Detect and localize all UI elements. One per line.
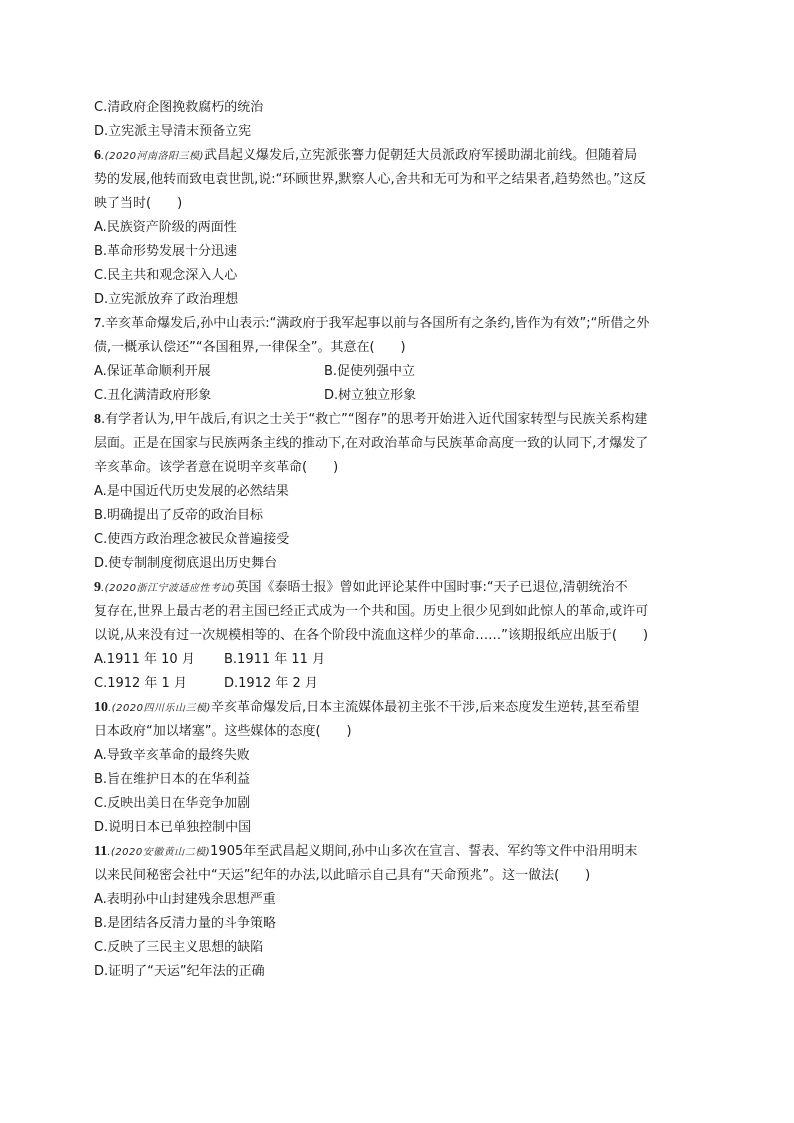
- q8-option-d: D.使专制制度彻底退出历史舞台: [94, 556, 278, 571]
- q9-option-a: A.1911 年 10 月: [94, 652, 195, 667]
- q7-options-row-2: [94, 384, 706, 408]
- q9-stem-line-2: 复存在,世界上最古老的君主国已经正式成为一个共和国。历史上很少见到如此惊人的革命,或许可: [94, 604, 649, 619]
- q8-stem-text: .有学者认为,甲午战后,有识之士关于“救亡”“图存”的思考开始进入近代国家转型与民族关系构建: [101, 412, 648, 427]
- q10-stem-text: 辛亥革命爆发后,日本主流媒体最初主张不干涉,后来态度发生逆转,甚至希望: [210, 700, 640, 715]
- q7-stem-line-2: 债,一概承认偿还”“各国租界,一律保全”。其意在( ): [94, 340, 406, 355]
- q11-stem-line-2: 以来民间秘密会社中“天运”纪年的办法,以此暗示自己具有“天命预兆”。这一做法( ): [94, 868, 591, 883]
- q6-source: .(2020河南洛阳三模): [101, 151, 204, 162]
- q9-stem-line-1: [94, 576, 706, 600]
- q8-stem-line-2: 层面。正是在国家与民族两条主线的推动下,在对政治革命与民族革命高度一致的认同下,才爆发了: [94, 436, 649, 451]
- q9-option-c: C.1912 年 1 月: [94, 676, 187, 691]
- q7-number: 7: [94, 316, 101, 331]
- q11-option-b: B.是团结各反清力量的斗争策略: [94, 916, 277, 931]
- q6-number: 6: [94, 148, 101, 163]
- q5-option-d: D.立宪派主导清末预备立宪: [94, 124, 252, 139]
- q8-option-a: A.是中国近代历史发展的必然结果: [94, 484, 289, 499]
- q11-option-d: D.证明了“天运”纪年法的正确: [94, 964, 265, 979]
- q9-source: .(2020浙江宁波适应性考试): [101, 583, 236, 594]
- q6-option-d: D.立宪派放弃了政治理想: [94, 292, 239, 307]
- q6-stem-text: 武昌起义爆发后,立宪派张謇力促朝廷大员派政府军援助湖北前线。但随着局: [203, 148, 638, 163]
- q11-option-a: A.表明孙中山封建残余思想严重: [94, 892, 276, 907]
- q9-stem-text: 英国《泰晤士报》曾如此评论某件中国时事:“天子已退位,清朝统治不: [235, 580, 628, 595]
- q8-stem-line-3: 辛亥革命。该学者意在说明辛亥革命( ): [94, 460, 339, 475]
- q7-options-row-1: [94, 360, 706, 384]
- q7-option-d: D.树立独立形象: [324, 388, 417, 403]
- q10-stem-line-1: [94, 696, 706, 720]
- q11-number: 11: [94, 844, 108, 859]
- q10-option-b: B.旨在维护日本的在华利益: [94, 772, 251, 787]
- q6-option-c: C.民主共和观念深入人心: [94, 268, 238, 283]
- q11-stem-text: 1905年至武昌起义期间,孙中山多次在宣言、誓表、军约等文件中沿用明末: [210, 844, 638, 859]
- q10-option-c: C.反映出美日在华竞争加剧: [94, 796, 251, 811]
- q10-option-a: A.导致辛亥革命的最终失败: [94, 748, 250, 763]
- q10-stem-line-2: 日本政府“加以堵塞”。这些媒体的态度( ): [94, 724, 352, 739]
- q6-stem-line-3: 映了当时( ): [94, 196, 183, 211]
- q11-source: .(2020安徽黄山二模): [107, 847, 211, 858]
- exam-page: [94, 96, 706, 984]
- q7-option-b: B.促使列强中立: [324, 364, 416, 379]
- q8-option-c: C.使西方政治理念被民众普遍接受: [94, 532, 290, 547]
- q6-option-a: A.民族资产阶级的两面性: [94, 220, 237, 235]
- q7-stem-text: .辛亥革命爆发后,孙中山表示:“满政府于我军起事以前与各国所有之条约,皆作为有效”;“所借之外: [101, 316, 650, 331]
- q10-option-d: D.说明日本已单独控制中国: [94, 820, 252, 835]
- q11-option-c: C.反映了三民主义思想的缺陷: [94, 940, 264, 955]
- q7-stem-line-1: [94, 312, 706, 336]
- q11-stem-line-1: [94, 840, 706, 864]
- q10-source: .(2020四川乐山三模): [108, 703, 211, 714]
- q9-number: 9: [94, 580, 101, 595]
- q9-option-b: B.1911 年 11 月: [224, 652, 326, 667]
- q9-options-row-2: [94, 672, 706, 696]
- q6-option-b: B.革命形势发展十分迅速: [94, 244, 238, 259]
- q9-stem-line-3: 以说,从来没有过一次规模相等的、在各个阶段中流血这样少的革命……”该期报纸应出版于( ): [94, 628, 649, 643]
- q6-stem-line-1: [94, 144, 706, 168]
- q7-option-a: A.保证革命顺利开展: [94, 364, 211, 379]
- q9-options-row-1: [94, 648, 706, 672]
- q5-option-c: C.清政府企图挽救腐朽的统治: [94, 100, 264, 115]
- q8-stem-line-1: [94, 408, 706, 432]
- q10-number: 10: [94, 700, 108, 715]
- q6-stem-line-2: 势的发展,他转而致电袁世凯,说:“环顾世界,默察人心,舍共和无可为和平之结果者,趋势然也。”这反: [94, 172, 647, 187]
- q7-option-c: C.丑化满清政府形象: [94, 388, 212, 403]
- q9-option-d: D.1912 年 2 月: [224, 676, 318, 691]
- q8-option-b: B.明确提出了反帝的政治目标: [94, 508, 264, 523]
- q8-number: 8: [94, 412, 101, 427]
